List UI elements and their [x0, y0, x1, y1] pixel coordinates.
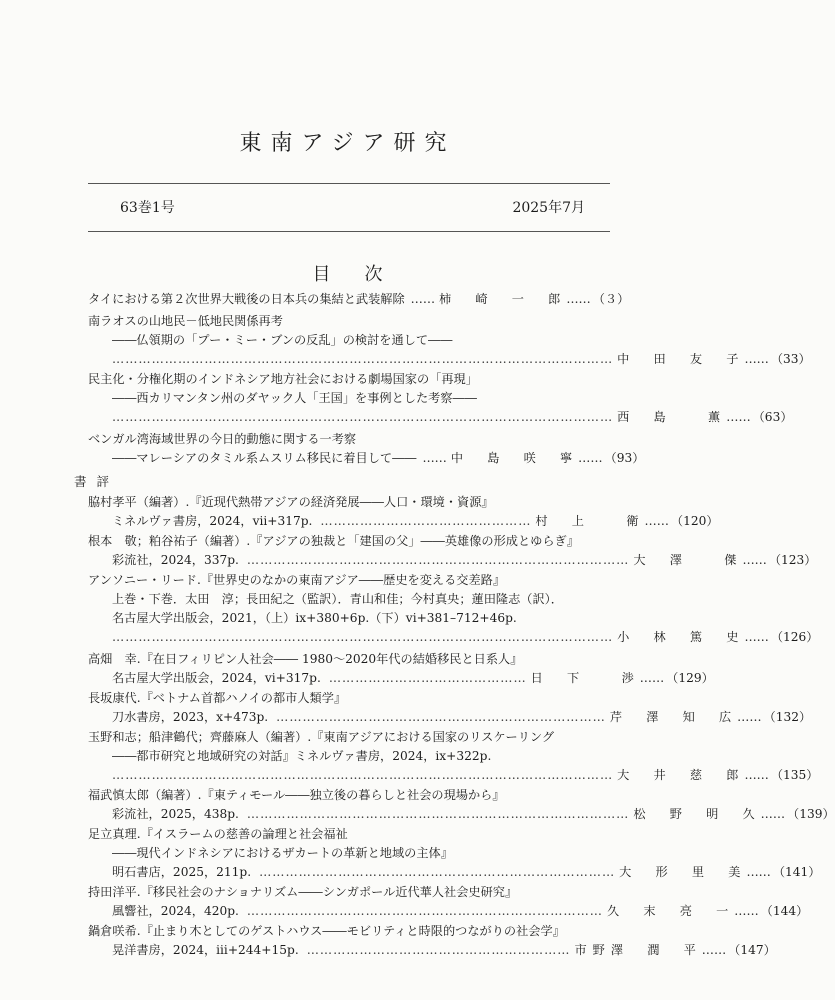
article-title[interactable]: ベンガル湾海域世界の今日的動態に関する一考察: [88, 432, 357, 446]
review-title[interactable]: 持田洋平.『移民社会のナショナリズム――シンガポール近代華人社会史研究』: [88, 885, 518, 899]
page-number: （63）: [752, 410, 793, 424]
leader-dots: ……: [726, 410, 751, 424]
review-subtitle: ――都市研究と地域研究の対話』ミネルヴァ書房，2024，ix+322p.: [112, 749, 492, 763]
review-author: 大 形 里 美: [619, 865, 747, 879]
leader-dots: ……: [742, 553, 767, 567]
leader-dots: ……: [744, 768, 769, 782]
leader-dots: ……: [760, 807, 786, 821]
journal-title: 東南アジア研究: [239, 131, 456, 156]
article-author: 中 島 咲 寧: [450, 451, 579, 465]
leader-dots: ……: [422, 451, 447, 465]
review-byline: [112, 863, 821, 881]
review-author: 大 井 慈 郎: [617, 768, 745, 782]
leader-dots: ……………………………………………………: [306, 943, 571, 957]
review-publisher: 彩流社，2024，337p.: [112, 553, 239, 567]
leader-dots: ……: [644, 514, 669, 528]
review-author: 市野澤 潤 平: [574, 943, 702, 957]
review-title[interactable]: 福武慎太郎（編著）.『東ティモール――独立後の暮らしと社会の現場から』: [88, 788, 505, 802]
reviews-heading: 書評: [74, 474, 120, 489]
leader-dots: ……: [746, 865, 771, 879]
review-title[interactable]: 玉野和志；船津鶴代；齊藤麻人（編著）.『東南アジアにおける国家のリスケーリング: [88, 730, 555, 744]
review-author: 芹 澤 知 広: [609, 710, 738, 724]
article-author: 中 田 友 子: [617, 352, 745, 366]
article-byline: [112, 408, 793, 426]
review-author: 松 野 明 久: [633, 807, 761, 821]
review-title[interactable]: 脇村孝平（編著）.『近现代熱帯アジアの経済発展――人口・環境・資源』: [88, 495, 494, 509]
page-number: （123）: [768, 553, 817, 567]
review-byline: [112, 941, 776, 959]
page-number: （144）: [760, 904, 809, 918]
article-byline: [112, 449, 645, 467]
rule-bottom: [88, 231, 610, 232]
leader-dots: ……: [578, 451, 603, 465]
review-author: 大 澤 傑: [633, 553, 743, 567]
leader-dots: ……: [744, 630, 769, 644]
review-publisher: 彩流社，2025，438p.: [112, 807, 239, 821]
review-subtitle: ――現代インドネシアにおけるザカートの革新と地域の主体』: [112, 846, 453, 860]
page-number: （３）: [592, 292, 630, 306]
article-author: 西 島 薫: [617, 410, 727, 424]
review-publisher: 名古屋大学出版会，2021，（上）ix+380+6p.（下）vi+381–712+46p.: [112, 611, 517, 625]
volume-number: 63巻1号: [120, 200, 175, 216]
review-title[interactable]: 長坂康代.『ベトナム首都ハノイの都市人類学』: [88, 691, 347, 705]
leader-dots: ……: [744, 352, 769, 366]
review-byline: [112, 805, 835, 823]
toc-heading: 目次: [312, 264, 417, 285]
review-title[interactable]: 高畑 幸.『在日フィリピン人社会―― 1980～2020年代の結婚移民と日系人』: [88, 652, 523, 666]
page-number: （135）: [770, 768, 819, 782]
page-number: （141）: [772, 865, 821, 879]
page-number: （93）: [604, 451, 645, 465]
page-number: （132）: [763, 710, 812, 724]
review-title[interactable]: 根本 敬；粕谷祐子（編著）.『アジアの独裁と「建国の父」――英雄像の形成とゆらぎ』: [88, 534, 579, 548]
page-number: （147）: [728, 943, 776, 957]
review-publisher: 風響社，2024，420p.: [112, 904, 239, 918]
page-number: （33）: [770, 352, 811, 366]
article-title[interactable]: 南ラオスの山地民－低地民関係再考: [88, 314, 283, 328]
leader-dots: ……………………………………………………………………………: [246, 807, 630, 821]
rule-top: [88, 183, 610, 184]
leader-dots: ……: [701, 943, 727, 957]
page-number: （129）: [666, 671, 714, 685]
leader-dots: ……………………………………………………………………………………………………: [112, 410, 614, 424]
review-publisher: 晃洋書房，2024，iii+244+15p.: [112, 943, 299, 957]
review-title[interactable]: 鍋倉咲希.『止まり木としてのゲストハウス――モビリティと時限的つながりの社会学』: [88, 924, 565, 938]
review-title[interactable]: 足立真理.『イスラームの慈善の論理と社会福祉: [88, 827, 348, 841]
review-author: 日 下 渉: [530, 671, 640, 685]
review-publisher: 明石書店，2025，211p.: [112, 865, 252, 879]
leader-dots: ……: [737, 710, 762, 724]
page-number: （126）: [770, 630, 819, 644]
leader-dots: ……………………………………………………………………………: [246, 553, 630, 567]
review-byline: [112, 628, 819, 646]
review-author: 久 末 亮 一: [606, 904, 735, 918]
article-entry[interactable]: [88, 290, 630, 308]
issue-date: 2025年7月: [512, 200, 585, 216]
article-subtitle: ――仏領期の「プー・ミー・ブンの反乱」の検討を通して――: [112, 333, 453, 347]
review-title[interactable]: アンソニー・リード.『世界史のなかの東南アジア――歴史を変える交差路』: [88, 573, 506, 587]
article-author: 柿 崎 一 郎: [439, 292, 567, 306]
review-byline: [112, 708, 812, 726]
review-publisher: 名古屋大学出版会，2024，vi+317p.: [112, 671, 321, 685]
review-author: 小 林 篤 史: [617, 630, 745, 644]
review-publisher: ミネルヴァ書房，2024，vii+317p.: [112, 514, 313, 528]
review-author: 村 上 衛: [535, 514, 645, 528]
leader-dots: …………………………………………: [320, 514, 532, 528]
leader-dots: ……: [410, 292, 436, 306]
leader-dots: ………………………………………………………………………: [246, 904, 603, 918]
leader-dots: ……………………………………………………………………………………………………: [112, 352, 614, 366]
leader-dots: ……: [734, 904, 759, 918]
page-number: （139）: [787, 807, 835, 821]
leader-dots: ……………………………………………………………………………………………………: [112, 768, 614, 782]
article-subtitle: ――西カリマンタン州のダヤック人「王国」を事例とした考察――: [112, 391, 477, 405]
article-subtitle: ――マレーシアのタミル系ムスリム移民に着目して――: [112, 451, 417, 465]
leader-dots: ……………………………………………………………………………………………………: [112, 630, 614, 644]
leader-dots: ………………………………………: [328, 671, 527, 685]
review-byline: [112, 551, 817, 569]
leader-dots: …………………………………………………………………: [276, 710, 606, 724]
review-byline: [112, 669, 714, 687]
page-number: （120）: [670, 514, 719, 528]
review-byline: [112, 512, 719, 530]
leader-dots: ………………………………………………………………………: [259, 865, 616, 879]
leader-dots: ……: [566, 292, 591, 306]
leader-dots: ……: [639, 671, 665, 685]
article-title[interactable]: 民主化・分権化期のインドネシア地方社会における劇場国家の「再現」: [88, 372, 478, 386]
review-byline: [112, 766, 819, 784]
review-byline: [112, 902, 809, 920]
review-translators: 上巻・下巻．太田 淳；長田紀之（監訳）．青山和佳；今村真央；蓮田隆志（訳）．: [112, 592, 563, 606]
review-publisher: 刀水書房，2023，x+473p.: [112, 710, 269, 724]
article-title: タイにおける第２次世界大戦後の日本兵の集結と武装解除: [88, 292, 405, 306]
article-byline: [112, 350, 811, 368]
